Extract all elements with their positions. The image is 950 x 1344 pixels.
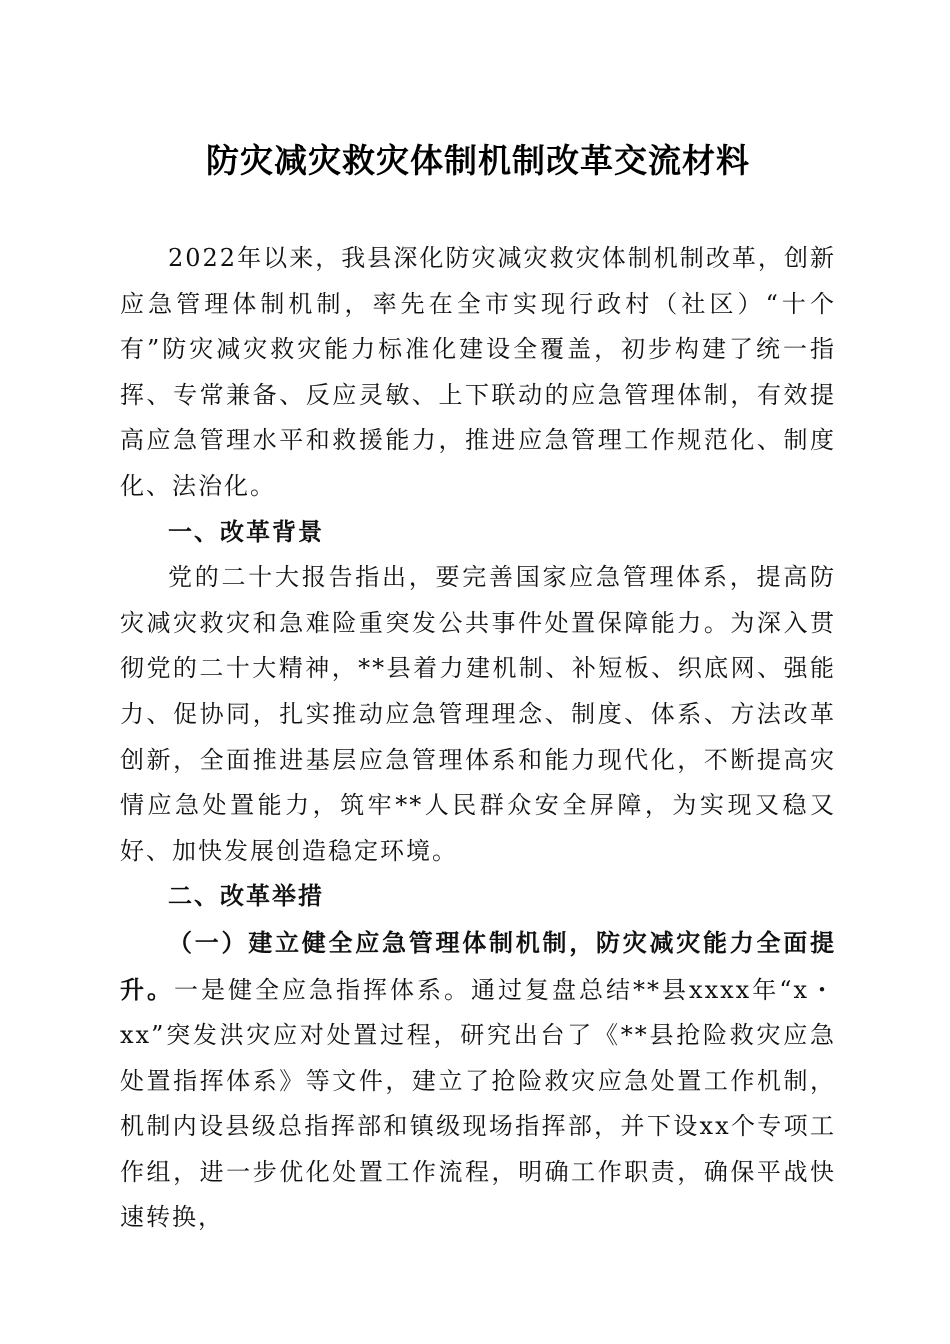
section-heading-background: 一、改革背景 [168,517,324,546]
document-page [120,138,836,1241]
document-title: 防灾减灾救灾体制机制改革交流材料 [206,141,750,180]
measures-paragraph [120,920,836,1241]
intro-paragraph: 2022年以来，我县深化防灾减灾救灾体制机制改革，创新应急管理体制机制，率先在全市实现行政村（社区）“十个有”防灾减灾救灾能力标准化建设全覆盖，初步构建了统一指挥、专常兼备、反应灵敏、上下联动的应急管理体制，有效提高应急管理水平和救援能力，推进应急管理工作规范化、制度化、法治化。 [120,244,836,500]
measures-subheading: （一）建立健全应急管理体制机制，防灾减灾能力全面提升。 [120,927,836,1004]
background-paragraph: 党的二十大报告指出，要完善国家应急管理体系，提高防灾减灾救灾和急难险重突发公共事件处置保障能力。为深入贯彻党的二十大精神，**县着力建机制、补短板、织底网、强能力、促协同，扎实推动应急管理理念、制度、体系、方法改革创新，全面推进基层应急管理体系和能力现代化，不断提高灾情应急处置能力，筑牢**人民群众安全屏障，为实现又稳又好、加快发展创造稳定环境。 [120,563,836,865]
measures-body: 一是健全应急指挥体系。通过复盘总结**县xxxx年“x・xx”突发洪灾应对处置过程，研究出台了《**县抢险救灾应急处置指挥体系》等文件，建立了抢险救灾应急处置工作机制，机制内设县级总指挥部和镇级现场指挥部，并下设xx个专项工作组，进一步优化处置工作流程，明确工作职责，确保平战快速转换， [120,975,837,1232]
section-heading-measures: 二、改革举措 [168,882,324,911]
